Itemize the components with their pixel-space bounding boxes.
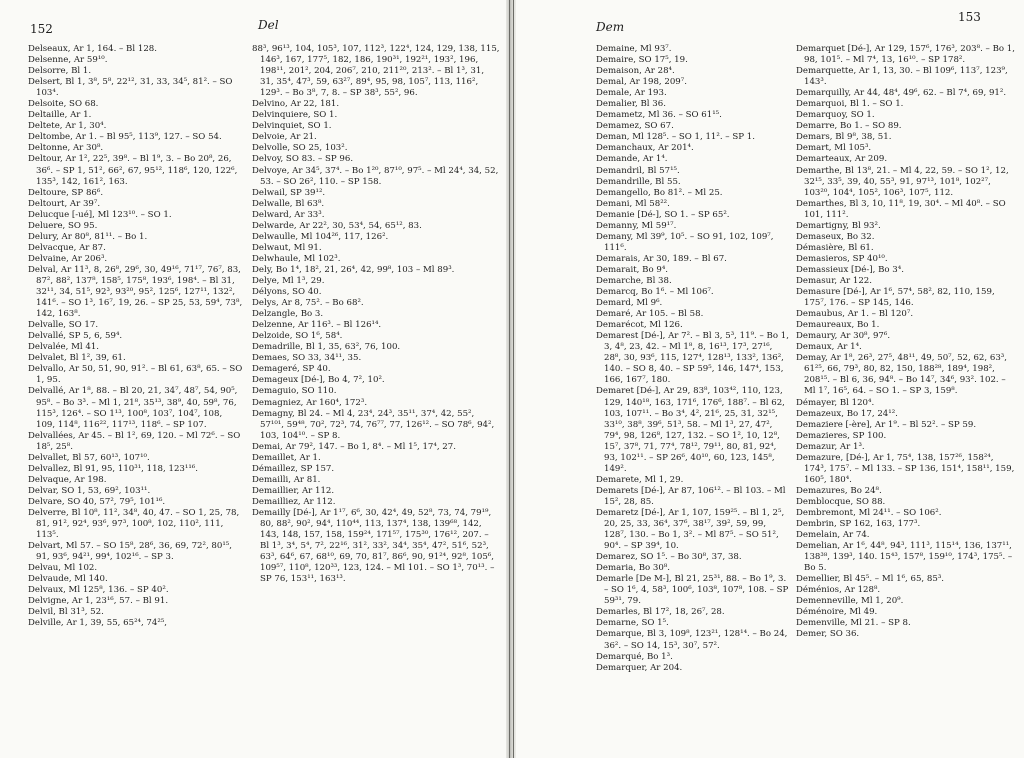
index-entry: Demarque, Bl 3, 109⁸, 123²¹, 128¹⁴. – Bo 24, 36². – SO 14, 15³, 30⁷, 57².	[596, 629, 788, 651]
index-entry: Demazieres, SP 100.	[796, 430, 887, 441]
left-column-2	[252, 44, 500, 585]
index-entry: Demarquet [Dé-], Ar 129, 157⁶, 176³, 203⁸. – Bo 1, 98, 101⁵. – Ml 7⁴, 13, 16¹⁰. – SP 178².	[796, 44, 1016, 66]
index-entry: Demametz, Ml 36. – SO 61¹⁵.	[596, 110, 722, 121]
index-entry: Demenville, Ml 21. – SP 8.	[796, 618, 911, 629]
index-entry: Demarcq, Bo 1⁶. – Ml 106⁷.	[596, 287, 714, 298]
index-entry: Delwarde, Ar 22², 30, 53⁴, 54, 65¹², 83.	[252, 220, 422, 231]
left-column-1	[28, 44, 243, 629]
index-entry: Demarete, Ml 1, 29.	[596, 474, 684, 485]
index-entry: Delvaque, Ar 198.	[28, 474, 107, 485]
right-page	[516, 0, 1024, 758]
index-entry: Déménoire, Ml 49.	[796, 607, 878, 618]
index-entry: Delward, Ar 33³.	[252, 209, 325, 220]
index-entry: Delys, Ar 8, 75². – Bo 68².	[252, 298, 364, 309]
index-entry: Delvaine, Ar 206³.	[28, 253, 108, 264]
index-entry: Demangello, Bo 81². – Ml 25.	[596, 187, 723, 198]
index-entry: Demarthe, Bl 13⁸, 21. – Ml 4, 22, 59. – SO 1², 12, 32¹⁵, 33⁵, 39, 40, 55³, 91, 97¹³, 101⁸, 102²⁷, 103²⁰, 104⁴, 105², 106³, 107⁵, 112.	[796, 165, 1009, 198]
index-entry: Dembremont, Ml 24¹¹. – SO 106².	[796, 507, 942, 518]
index-entry: Delvallées, Ar 45. – Bl 1², 69, 120. – Ml 72⁶. – SO 18⁵, 25⁸.	[28, 430, 241, 452]
index-entry: Delvar, SO 1, 53, 69², 103¹¹.	[28, 485, 151, 496]
index-entry: Demelian, Ar 1⁶, 44⁸, 94³, 111³, 115¹⁴, 136, 137¹¹, 138³⁸, 139³, 140. 15⁴³, 157⁸, 159¹⁰, 174³, 175⁵. – Bo 5.	[796, 541, 1013, 574]
index-entry: Demaret [Dé-], Ar 29, 83⁸, 103⁴², 110, 123, 129, 140¹⁸, 163, 171⁶, 176⁶, 188⁷. – Bl 62, 103, 107¹¹. – Bo 3⁴, 4², 21⁶, 25, 31, 32¹⁵, 33¹⁰, 38⁸, 39⁶, 51³, 58. – Ml 1³, 27, 47², 79⁴, 98, 126⁸, 127, 132. – SO 1², 10, 12⁸, 15⁷, 37⁸, 71, 77⁴, 78¹², 79¹¹, 80, 81, 92⁴, 93, 102¹¹. – SP 26⁶, 40¹⁰, 60, 123, 145⁸, 149².	[596, 386, 785, 474]
index-entry: Delwhaule, Ml 102³.	[252, 253, 341, 264]
index-entry: Delvallez, Bl 91, 95, 110³¹, 118, 123¹¹⁶.	[28, 463, 198, 474]
index-entry: Demaes, SO 33, 34¹¹, 35.	[252, 353, 362, 364]
index-entry: Delvallé, Ar 1⁸, 88. – Bl 20, 21, 34⁷, 48⁷, 54, 90⁵, 95⁸. – Bo 3³. – Ml 1, 21⁸, 35¹³, 38⁹, 40, 59⁸, 76, 115³, 126⁴. – SO 1¹³, 100⁸, 103⁷, 104⁷, 108, 109, 114⁸, 116²², 117¹³, 118⁶. – SP 107.	[28, 386, 238, 430]
index-entry: Demamez, SO 67.	[596, 121, 674, 132]
index-entry: Demailliez, Ar 112.	[252, 496, 336, 507]
index-entry: Demarez, SO 1⁵. – Bo 30⁸, 37, 38.	[596, 552, 742, 563]
index-entry: Delvart, Ml 57. – SO 15⁸, 28⁶, 36, 69, 72², 80¹⁵, 91, 93⁶, 94²¹, 99⁴, 102¹⁶. – SP 3.	[28, 541, 232, 563]
index-entry: Delvare, SO 40, 57², 79⁵, 101¹⁶.	[28, 496, 166, 507]
index-entry: Delvacque, Ar 87.	[28, 242, 106, 253]
index-entry: Demandril, Bl 57¹⁵.	[596, 165, 680, 176]
index-entry: Demazures, Bo 24⁸.	[796, 485, 882, 496]
index-entry: Delverre, Bl 10⁸, 11², 34⁸, 40, 47. – SO 1, 25, 78, 81, 91², 92⁴, 93⁶, 97³, 100⁸, 102, 110², 111, 113⁵.	[28, 507, 240, 541]
index-entry: Demaillier, Ar 112.	[252, 485, 335, 496]
index-entry: Demaré, Ar 105. – Bl 58.	[596, 309, 704, 320]
index-entry: Demarquilly, Ar 44, 48⁴, 49⁶, 62. – Bl 7⁴, 69, 91².	[796, 88, 1007, 99]
index-entry: Démaillez, SP 157.	[252, 463, 335, 474]
index-entry: Demarécot, Ml 126.	[596, 320, 683, 331]
index-entry: Demanie [Dé-], SO 1. – SP 65².	[596, 209, 730, 220]
index-entry: Demageré, SP 40.	[252, 364, 331, 375]
index-entry: Demazure, [Dé-], Ar 1, 75⁴, 138, 157²⁶, 158²⁴, 174³, 175⁷. – Ml 133. – SP 136, 151⁴, 158¹¹, 159, 160⁵, 180⁴.	[796, 452, 1015, 485]
index-entry: Demalier, Bl 36.	[596, 99, 666, 110]
index-entry: Delvinquiere, SO 1.	[252, 110, 338, 121]
right-column-2	[796, 44, 1016, 641]
index-entry: Demanchaux, Ar 201⁴.	[596, 143, 694, 154]
right-column-1	[596, 44, 790, 674]
index-entry: Demarne, SO 1⁵.	[596, 618, 669, 629]
running-head-left: Del	[258, 18, 279, 32]
index-entry: Delvil, Bl 31³, 52.	[28, 607, 104, 618]
index-entry: Deltombe, Ar 1. – Bl 95⁵, 113⁹, 127. – SO 54.	[28, 132, 222, 143]
index-entry: Demblocque, SO 88.	[796, 496, 886, 507]
index-entry: Demarre, Bo 1. – SO 89.	[796, 121, 902, 132]
index-entry: Demasieros, SP 40¹⁰.	[796, 253, 888, 264]
index-entry: Demanny, Ml 59¹⁷.	[596, 220, 677, 231]
index-entry: Delvoy, SO 83. – SP 96.	[252, 154, 354, 165]
index-entry: Delsert, Bl 1, 3⁸, 5⁸, 22¹², 31, 33, 34⁵, 81². – SO 103⁴.	[28, 77, 233, 99]
index-entry: Delury, Ar 80⁸, 81¹¹. – Bo 1.	[28, 231, 148, 242]
index-entry: Delye, Ml 1³, 29.	[252, 275, 325, 286]
index-entry: Demaillet, Ar 1.	[252, 452, 321, 463]
index-entry: Demale, Ar 193.	[596, 88, 667, 99]
index-entry: Demartigny, Bl 93².	[796, 220, 881, 231]
index-entry: Demaria, Bo 30⁸.	[596, 563, 671, 574]
index-entry: Déménios, Ar 128⁸.	[796, 585, 881, 596]
index-entry: Demaubus, Ar 1. – Bl 120⁷.	[796, 309, 914, 320]
index-entry: Delvigne, Ar 1, 23¹⁶, 57. – Bl 91.	[28, 596, 169, 607]
index-entry: Delvalée, Ml 41.	[28, 342, 100, 353]
index-entry: Demagniez, Ar 160⁴, 172³.	[252, 397, 368, 408]
index-entry: Deman, Ml 128⁵. – SO 1, 11². – SP 1.	[596, 132, 755, 143]
index-entry: Delzoide, SO 1⁶, 58⁴.	[252, 331, 343, 342]
index-entry: Demarets [Dé-], Ar 87, 106¹². – Bl 103. – Ml 15², 28, 85.	[596, 485, 786, 507]
index-entry: Demarquoy, SO 1.	[796, 110, 875, 121]
index-entry: Delvinquiet, SO 1.	[252, 121, 332, 132]
index-entry: Deltour, Ar 1², 22⁵, 39⁸. – Bl 1⁹, 3. – Bo 20⁸, 26, 36⁶. – SP 1, 51², 66², 67, 95¹², 118⁶, 120, 122⁶, 135³, 142, 161², 163.	[28, 154, 238, 187]
index-entry: Delvalle, SO 17.	[28, 320, 99, 331]
index-entry: Delwaulle, Ml 104²⁶, 117, 126².	[252, 231, 389, 242]
index-entry: Demaux, Ar 1⁴.	[796, 342, 862, 353]
index-entry: Delville, Ar 1, 39, 55, 65²⁴, 74²⁵,	[28, 618, 167, 629]
index-entry: Demarquoi, Bl 1. – SO 1.	[796, 99, 904, 110]
index-entry: Delvallé, SP 5, 6, 59⁴.	[28, 331, 123, 342]
index-entry: Delval, Ar 11³, 8, 26⁸, 29⁶, 30, 49¹⁶, 71¹⁷, 76⁷, 83, 87², 88², 137⁸, 158⁵, 175⁸, 193⁶, 198⁴. – Bl 31, 32¹¹, 34, 51⁵, 92³, 93²⁰, 95², 125⁶, 127¹¹, 132², 141⁶. – SO 1³, 16⁷, 19, 26. – SP 25, 53, 59⁴, 73⁸, 142, 163⁸.	[28, 264, 243, 320]
index-entry: Demer, SO 36.	[796, 629, 860, 640]
index-entry: Demarteaux, Ar 209.	[796, 154, 888, 165]
index-entry: Demelain, Ar 74.	[796, 530, 870, 541]
index-entry: Demaseux, Bo 32.	[796, 231, 875, 242]
index-entry: Demailly [Dé-], Ar 1¹⁷, 6⁶, 30, 42⁴, 49, 52⁸, 73, 74, 79¹⁹, 80, 88², 90², 94⁴, 110⁴⁴, 113, 137⁴, 138, 139⁶⁸, 142, 143, 148, 157, 158, 159²⁴, 171⁵⁷, 175³⁰, 176¹², 207. – Bl 1³, 3⁴, 5⁴, 7², 22¹⁶, 31², 33², 34⁴, 35⁴, 47², 51⁶, 52³, 63³, 64⁶, 67, 68¹⁰, 69, 70, 81⁷, 86⁶, 90, 91²⁴, 92⁸, 105⁶, 109⁵⁷, 110⁸, 120³³, 123, 124. – Ml 101. – SO 1³, 70¹³. – SP 76, 153¹¹, 163¹³.	[252, 507, 495, 585]
index-entry: Delsorre, Bl 1.	[28, 66, 92, 77]
index-entry: Demarche, Bl 38.	[596, 275, 672, 286]
index-entry: Deltourt, Ar 39⁷.	[28, 198, 101, 209]
index-entry: Demailli, Ar 81.	[252, 474, 321, 485]
index-entry: Demarqué, Bo 1³.	[596, 651, 673, 662]
index-entry: Demarle [De M-], Bl 21, 25³¹, 88. – Bo 1⁹, 3. – SO 1⁶, 4, 58³, 100⁶, 103⁸, 107⁸, 108. – SP 59³¹, 79.	[596, 574, 789, 607]
index-entry: Delzangle, Bo 3.	[252, 309, 324, 320]
index-entry: Delwaut, Ml 91.	[252, 242, 322, 253]
index-entry: Delwalle, Bl 63⁸.	[252, 198, 325, 209]
index-entry: Demaine, Ml 93⁷.	[596, 44, 672, 54]
index-entry: Delvaude, Ml 140.	[28, 574, 108, 585]
index-entry: Delvalet, Bl 1², 39, 61.	[28, 353, 126, 364]
index-entry: Demellier, Bl 45⁵. – Ml 1⁶, 65, 85³.	[796, 574, 945, 585]
index-entry: Demarles, Bl 17², 18, 26⁷, 28.	[596, 607, 725, 618]
index-entry: Deltaille, Ar 1.	[28, 110, 92, 121]
index-entry: Delsoite, SO 68.	[28, 99, 99, 110]
index-entry: Deltonne, Ar 30⁸.	[28, 143, 104, 154]
index-entry: Demandrille, Bl 55.	[596, 176, 681, 187]
index-entry: Demarquer, Ar 204.	[596, 662, 683, 673]
index-entry: Demarthes, Bl 3, 10, 11⁸, 19, 30⁴. – Ml 40⁸. – SO 101, 111².	[796, 198, 1006, 220]
index-entry: Démasière, Bl 61.	[796, 242, 874, 253]
index-entry: Demenneville, Ml 1, 20⁹.	[796, 596, 904, 607]
index-entry: Demai, Ar 79², 147. – Bo 1, 8⁴. – Ml 1⁵, 17⁴, 27.	[252, 441, 456, 452]
index-entry: Delvallet, Bl 57, 60¹³, 107¹⁰.	[28, 452, 150, 463]
index-entry: Demaziere [-ère], Ar 1⁹. – Bl 52². – SP 59.	[796, 419, 977, 430]
index-entry: Delucque [-ué], Ml 123¹⁰. – SO 1.	[28, 209, 172, 220]
index-entry: Dembrin, SP 162, 163, 177³.	[796, 519, 921, 530]
index-entry: Delseaux, Ar 1, 164. – Bl 128.	[28, 44, 157, 54]
index-entry: Demazeux, Bo 17, 24¹².	[796, 408, 898, 419]
index-entry: Demarest [Dé-], Ar 7². – Bl 3, 5³, 11⁹. – Bo 1, 3, 4⁸, 23, 42. – Ml 1⁸, 8, 16¹³, 17³, 27¹⁶, 28⁸, 30, 93⁶, 115, 127⁴, 128¹³, 133², 136², 140. – SO 8, 40. – SP 59⁵, 146, 147⁴, 153, 166, 167⁷, 180.	[596, 331, 789, 386]
index-entry: Delvaux, Ml 125⁸, 136. – SP 40².	[28, 585, 169, 596]
index-entry: Demarait, Bo 9⁴.	[596, 264, 669, 275]
index-entry: Demasure [Dé-], Ar 1⁶, 57⁴, 58², 82, 110, 159, 175⁷, 176. – SP 145, 146.	[796, 287, 995, 309]
index-entry: Deluere, SO 95.	[28, 220, 98, 231]
index-entry: Delvau, Ml 102.	[28, 563, 98, 574]
index-entry: Delvoie, Ar 21.	[252, 132, 317, 143]
index-entry: Delvolle, SO 25, 103².	[252, 143, 348, 154]
index-entry: Demaison, Ar 28⁴.	[596, 66, 675, 77]
index-entry: Demaretz [Dé-], Ar 1, 107, 159²⁵. – Bl 1, 2⁵, 20, 25, 33, 36⁴, 37⁶, 38¹⁷, 39², 59, 99, 128⁷, 130. – Bo 1, 3². – Ml 87⁵. – SO 51², 90⁴. – SP 39⁴, 10.	[596, 507, 785, 552]
index-entry: Demazur, Ar 1³.	[796, 441, 865, 452]
index-entry: Demani, Ml 58²².	[596, 198, 670, 209]
index-entry: Deltoure, SP 86⁶.	[28, 187, 104, 198]
index-entry: Delvoye, Ar 34⁵, 37⁴. – Bo 1²⁰, 87¹⁰, 97⁵. – Ml 24⁴, 34, 52, 53. – SO 26², 110. – SP 158.	[252, 165, 499, 187]
index-entry: Demal, Ar 198, 209⁷.	[596, 77, 687, 88]
index-entry: Délyons, SO 40.	[252, 287, 322, 298]
index-entry: Demagny, Bl 24. – Ml 4, 23⁴, 24³, 35¹¹, 37⁴, 42, 55², 57¹⁰¹, 59⁴⁸, 70², 72³, 74, 76⁷⁷, 77, 126¹². – SO 78⁶, 94², 103, 104¹⁰. – SP 8.	[252, 408, 495, 441]
index-entry: Dely, Bo 1⁴, 18², 21, 26⁴, 42, 99⁸, 103 – Ml 89³.	[252, 264, 455, 275]
index-entry: Demassieux [Dé-], Bo 3⁴.	[796, 264, 904, 275]
index-entry: Demaureaux, Bo 1.	[796, 320, 880, 331]
page-number-right: 153	[958, 10, 981, 24]
index-entry: Demarais, Ar 30, 189. – Bl 67.	[596, 253, 727, 264]
index-entry: Demaguio, SO 110.	[252, 386, 337, 397]
index-entry: Delwail, SP 39¹².	[252, 187, 326, 198]
index-entry: Demaury, Ar 30⁸, 97⁶.	[796, 331, 891, 342]
index-entry: Demany, Ml 39⁹, 10⁵. – SO 91, 102, 109⁷, 111⁶.	[596, 231, 774, 253]
index-entry: Demande, Ar 1⁴.	[596, 154, 668, 165]
index-entry: Demasur, Ar 122.	[796, 275, 873, 286]
index-entry: Delvallo, Ar 50, 51, 90, 91². – Bl 61, 63⁸, 65. – SO 1, 95.	[28, 364, 243, 386]
index-entry: Demadrille, Bl 1, 35, 63², 76, 100.	[252, 342, 401, 353]
index-entry: Demaire, SO 17⁵, 19.	[596, 55, 688, 66]
page-number-left: 152	[30, 22, 53, 36]
index-entry: Demageux [Dé-], Bo 4, 7², 10².	[252, 375, 385, 386]
index-entry: Demarquette, Ar 1, 13, 30. – Bl 109⁶, 113⁷, 123⁹, 143³.	[796, 66, 1008, 88]
index-entry: Demay, Ar 1⁸, 26³, 27⁵, 48¹¹, 49, 50⁷, 52, 62, 63³, 61²⁵, 66, 79³, 80, 82, 150, 188²⁸, 189⁴, 198², 208¹⁵. – Bl 6, 36, 94⁸. – Bo 14⁷, 34⁶, 93². 102. – Ml 1⁷, 16⁵, 64. – SO 1. – SP 3, 159⁸.	[796, 353, 1007, 397]
running-head-right: Dem	[596, 20, 625, 34]
index-entry: Delsenne, Ar 59¹⁰.	[28, 55, 108, 66]
index-entry: Deltete, Ar 1, 30⁴.	[28, 121, 107, 132]
index-entry: 88³, 96¹³, 104, 105³, 107, 112³, 122⁴, 124, 129, 138, 115, 146³, 167, 177⁵, 182, 186, 190³¹, 192²¹, 193², 196, 198¹¹, 201², 204, 206⁷, 210, 211²⁰, 213². – Bl 1³, 31, 31, 35⁴, 47³, 59, 63²⁷, 89⁴, 95, 98, 105⁷, 113, 116², 129³. – Bo 3⁸, 7, 8. – SP 38³, 55², 96.	[252, 44, 500, 99]
left-page	[0, 0, 506, 758]
book-gutter	[506, 0, 516, 758]
index-entry: Demars, Bl 9⁸, 38, 51.	[796, 132, 892, 143]
index-entry: Demart, Ml 105³.	[796, 143, 872, 154]
index-entry: Démayer, Bl 120⁴.	[796, 397, 875, 408]
index-entry: Delvino, Ar 22, 181.	[252, 99, 340, 110]
index-entry: Demard, Ml 9⁶.	[596, 298, 663, 309]
index-entry: Delzenne, Ar 116³. – Bl 126¹⁴.	[252, 320, 382, 331]
